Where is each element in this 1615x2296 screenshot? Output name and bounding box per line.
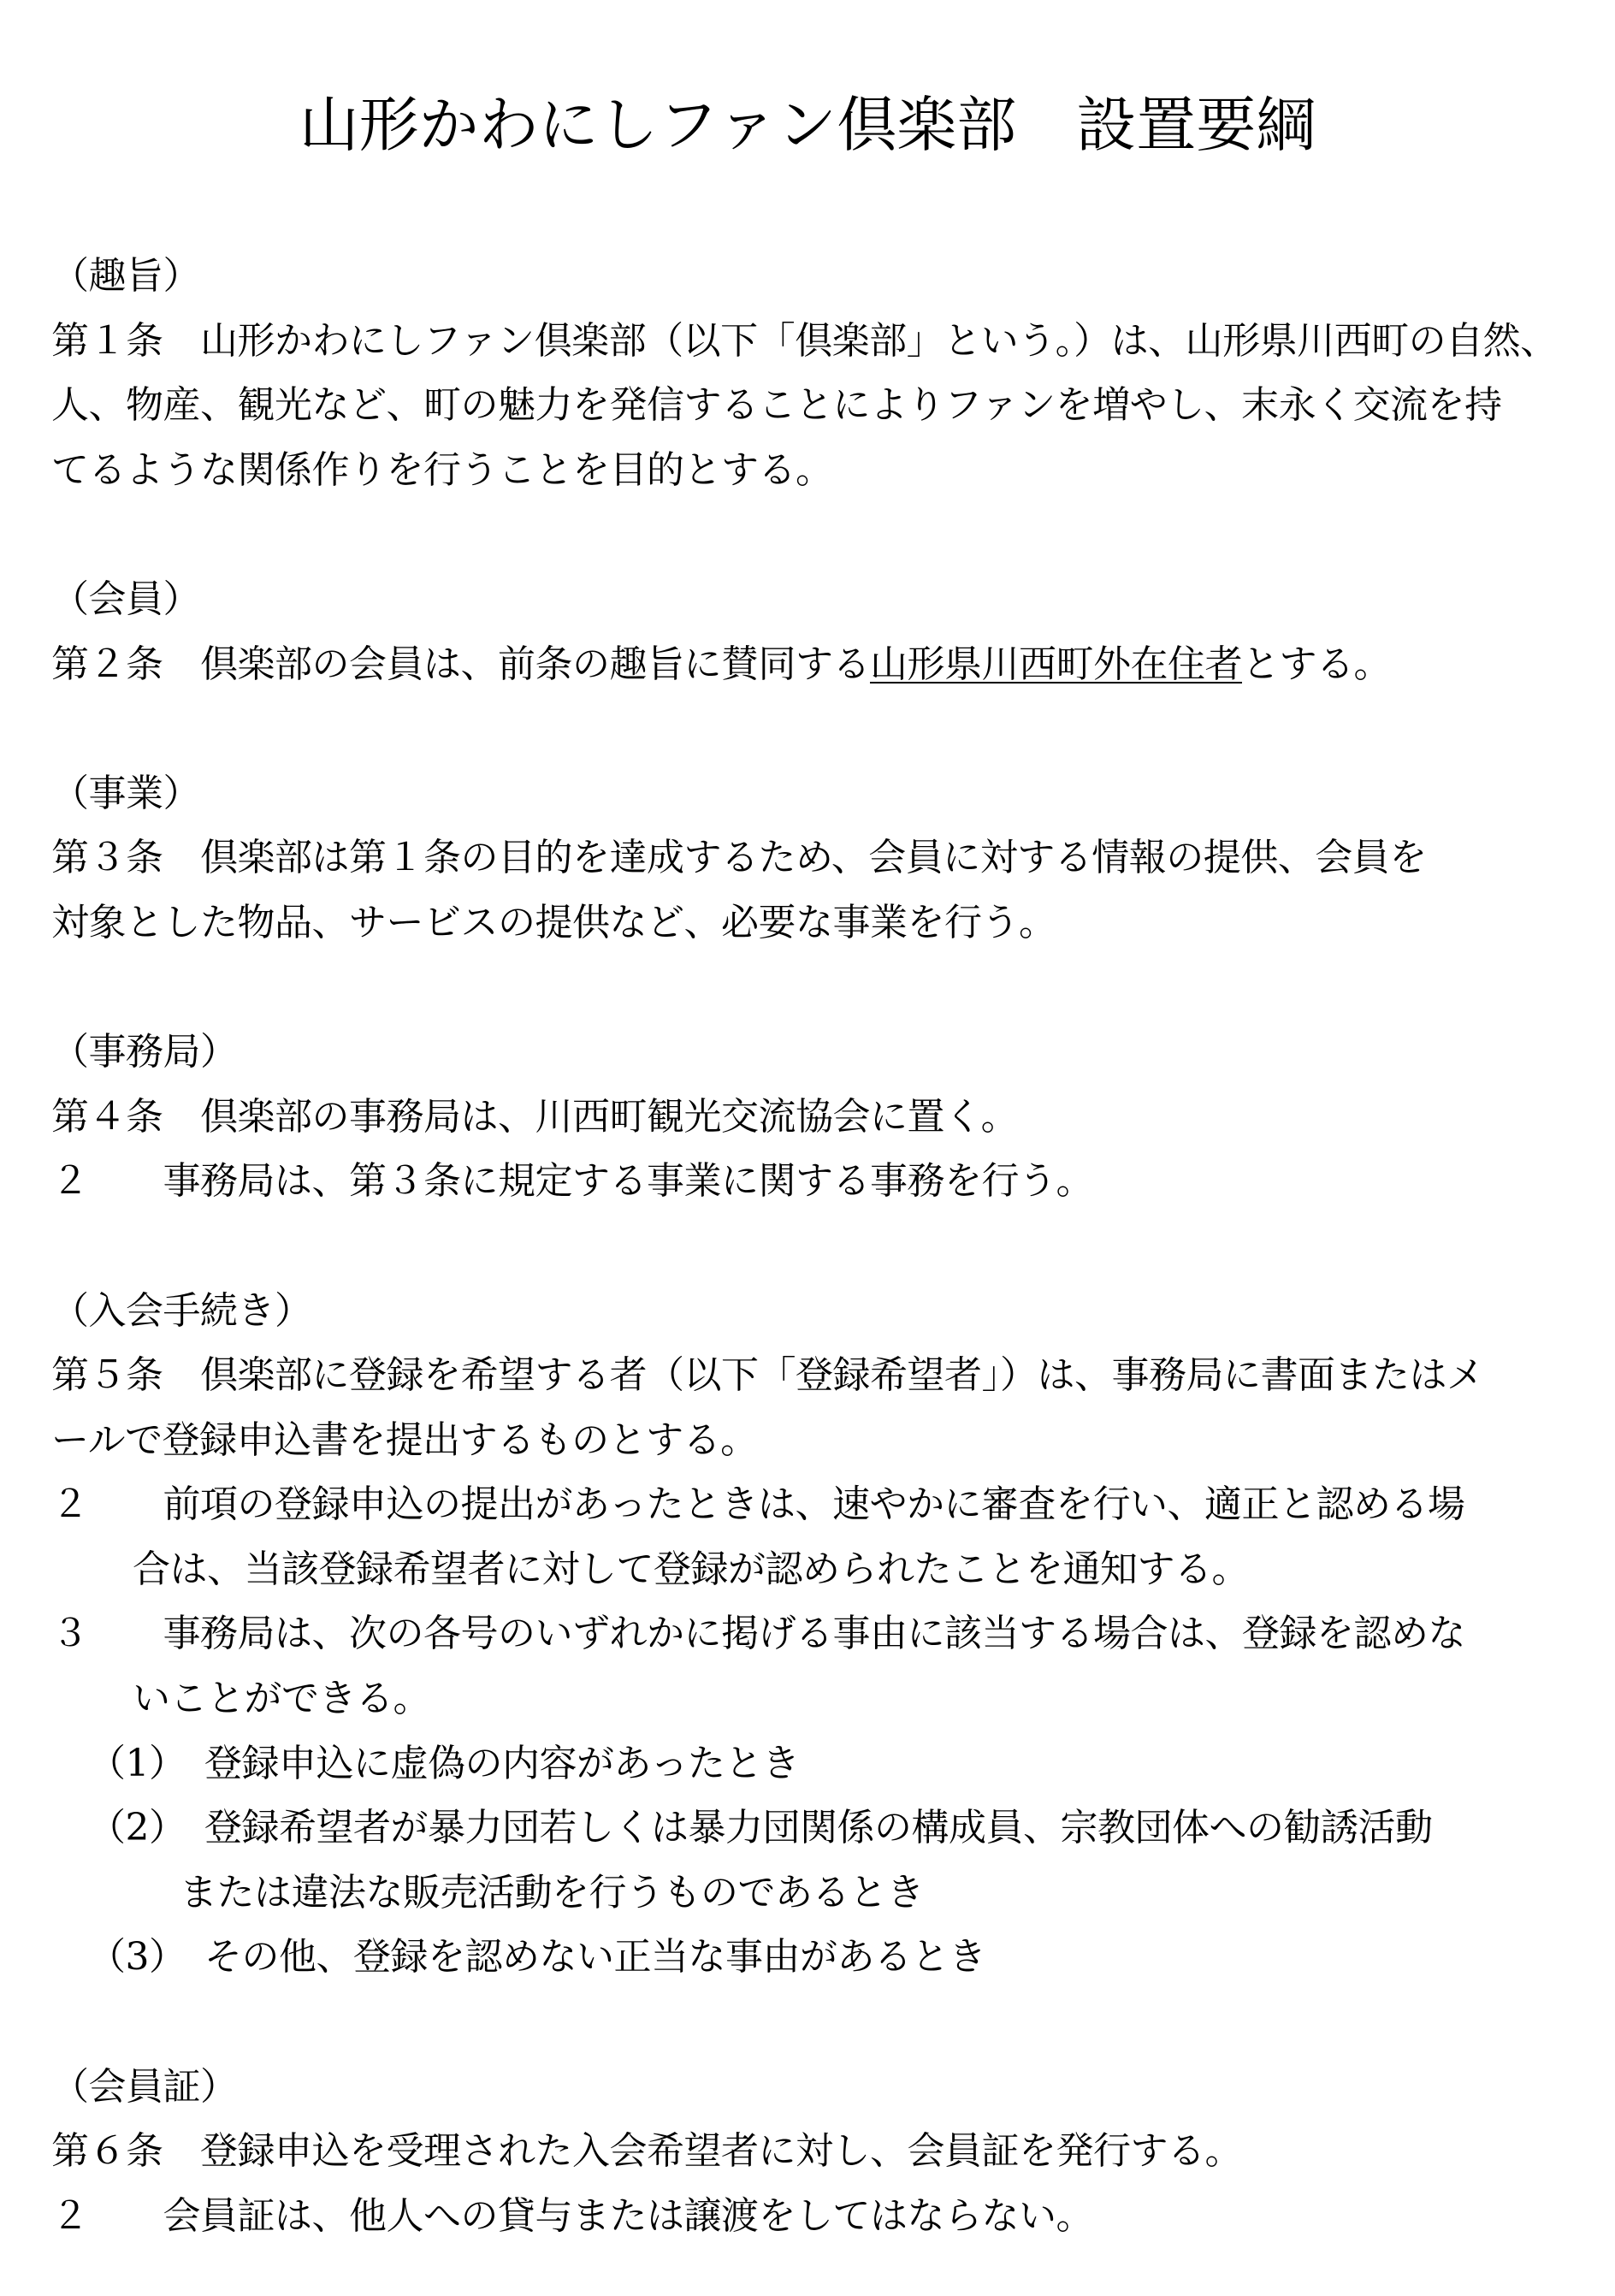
line-text: ２ 前項の登録申込の提出があったときは、速やかに審査を行い、適正と認める場 bbox=[51, 1482, 1465, 1527]
line-text: または違法な販売活動を行うものであるとき bbox=[180, 1870, 924, 1914]
line-text: 人、物産、観光など、町の魅力を発信することによりファンを増やし、末永く交流を持 bbox=[51, 383, 1502, 428]
line-text: ールで登録申込書を提出するものとする。 bbox=[51, 1417, 758, 1462]
line-text: 第３条 倶楽部は第１条の目的を達成するため、会員に対する情報の提供、会員を bbox=[51, 836, 1427, 880]
article-line bbox=[51, 2184, 1591, 2249]
blank-line bbox=[51, 696, 1591, 761]
line-text: てるような関係作りを行うことを目的とする。 bbox=[51, 447, 833, 492]
section-heading: （事業） bbox=[51, 771, 200, 815]
line-text: いことができる。 bbox=[133, 1677, 430, 1721]
line-text: ２ 事務局は、第３条に規定する事業に関する事務を行う。 bbox=[51, 1159, 1093, 1204]
section-heading: （会員） bbox=[51, 577, 200, 621]
blank-line bbox=[51, 1990, 1591, 2055]
article-line bbox=[51, 1408, 1591, 1473]
article-line bbox=[51, 1472, 1591, 1537]
blank-line bbox=[51, 956, 1591, 1021]
article-line bbox=[51, 1731, 1591, 1796]
line-text: （1） 登録申込に虚偽の内容があったとき bbox=[88, 1741, 800, 1785]
article-line bbox=[51, 1666, 1591, 1731]
article-line bbox=[51, 1861, 1591, 1926]
section-heading: （趣旨） bbox=[51, 254, 200, 298]
article-line bbox=[51, 1925, 1591, 1990]
document-body bbox=[51, 244, 1591, 2248]
line-text: 第６条 登録申込を受理された入会希望者に対し、会員証を発行する。 bbox=[51, 2129, 1242, 2174]
article-line bbox=[51, 309, 1591, 374]
blank-line bbox=[51, 1214, 1591, 1279]
line-text: 対象とした物品、サービスの提供など、必要な事業を行う。 bbox=[51, 900, 1056, 944]
article-line bbox=[51, 891, 1591, 956]
line-text: （2） 登録希望者が暴力団若しくは暴力団関係の構成員、宗教団体への勧誘活動 bbox=[88, 1806, 1433, 1850]
blank-line bbox=[51, 502, 1591, 567]
line-text: 第５条 倶楽部に登録を希望する者（以下「登録希望者」）は、事務局に書面またはメ bbox=[51, 1353, 1484, 1398]
line-text: ２ 会員証は、他人への貸与または譲渡をしてはならない。 bbox=[51, 2193, 1093, 2238]
line-text: （3） その他、登録を認めない正当な事由があるとき bbox=[88, 1935, 986, 1979]
article-line bbox=[51, 1537, 1591, 1602]
article-line bbox=[51, 1085, 1591, 1150]
line-text: とする。 bbox=[1242, 642, 1391, 686]
line-text: 第２条 倶楽部の会員は、前条の趣旨に賛同する bbox=[51, 642, 870, 686]
article-line bbox=[51, 632, 1591, 697]
article-line bbox=[51, 1601, 1591, 1666]
line-text: 合は、当該登録希望者に対して登録が認められたことを通知する。 bbox=[133, 1547, 1249, 1591]
section-heading: （入会手続き） bbox=[51, 1288, 312, 1333]
document-title: 山形かわにしファン倶楽部 設置要綱 bbox=[299, 90, 1316, 160]
article-line bbox=[51, 825, 1591, 891]
article-line bbox=[51, 1796, 1591, 1861]
line-text: ３ 事務局は、次の各号のいずれかに掲げる事由に該当する場合は、登録を認めな bbox=[51, 1612, 1465, 1656]
article-line bbox=[51, 438, 1591, 503]
article-line bbox=[51, 2119, 1591, 2184]
line-text: 第４条 倶楽部の事務局は、川西町観光交流協会に置く。 bbox=[51, 1094, 1019, 1139]
article-line bbox=[51, 373, 1591, 438]
section-heading: （会員証） bbox=[51, 2064, 238, 2109]
article-line bbox=[51, 1149, 1591, 1214]
underlined-text: 山形県川西町外在住者 bbox=[870, 642, 1242, 686]
line-text: 第１条 山形かわにしファン倶楽部（以下「倶楽部」という。）は、山形県川西町の自然、 bbox=[51, 318, 1558, 363]
article-line bbox=[51, 1343, 1591, 1408]
section-heading: （事務局） bbox=[51, 1030, 238, 1074]
